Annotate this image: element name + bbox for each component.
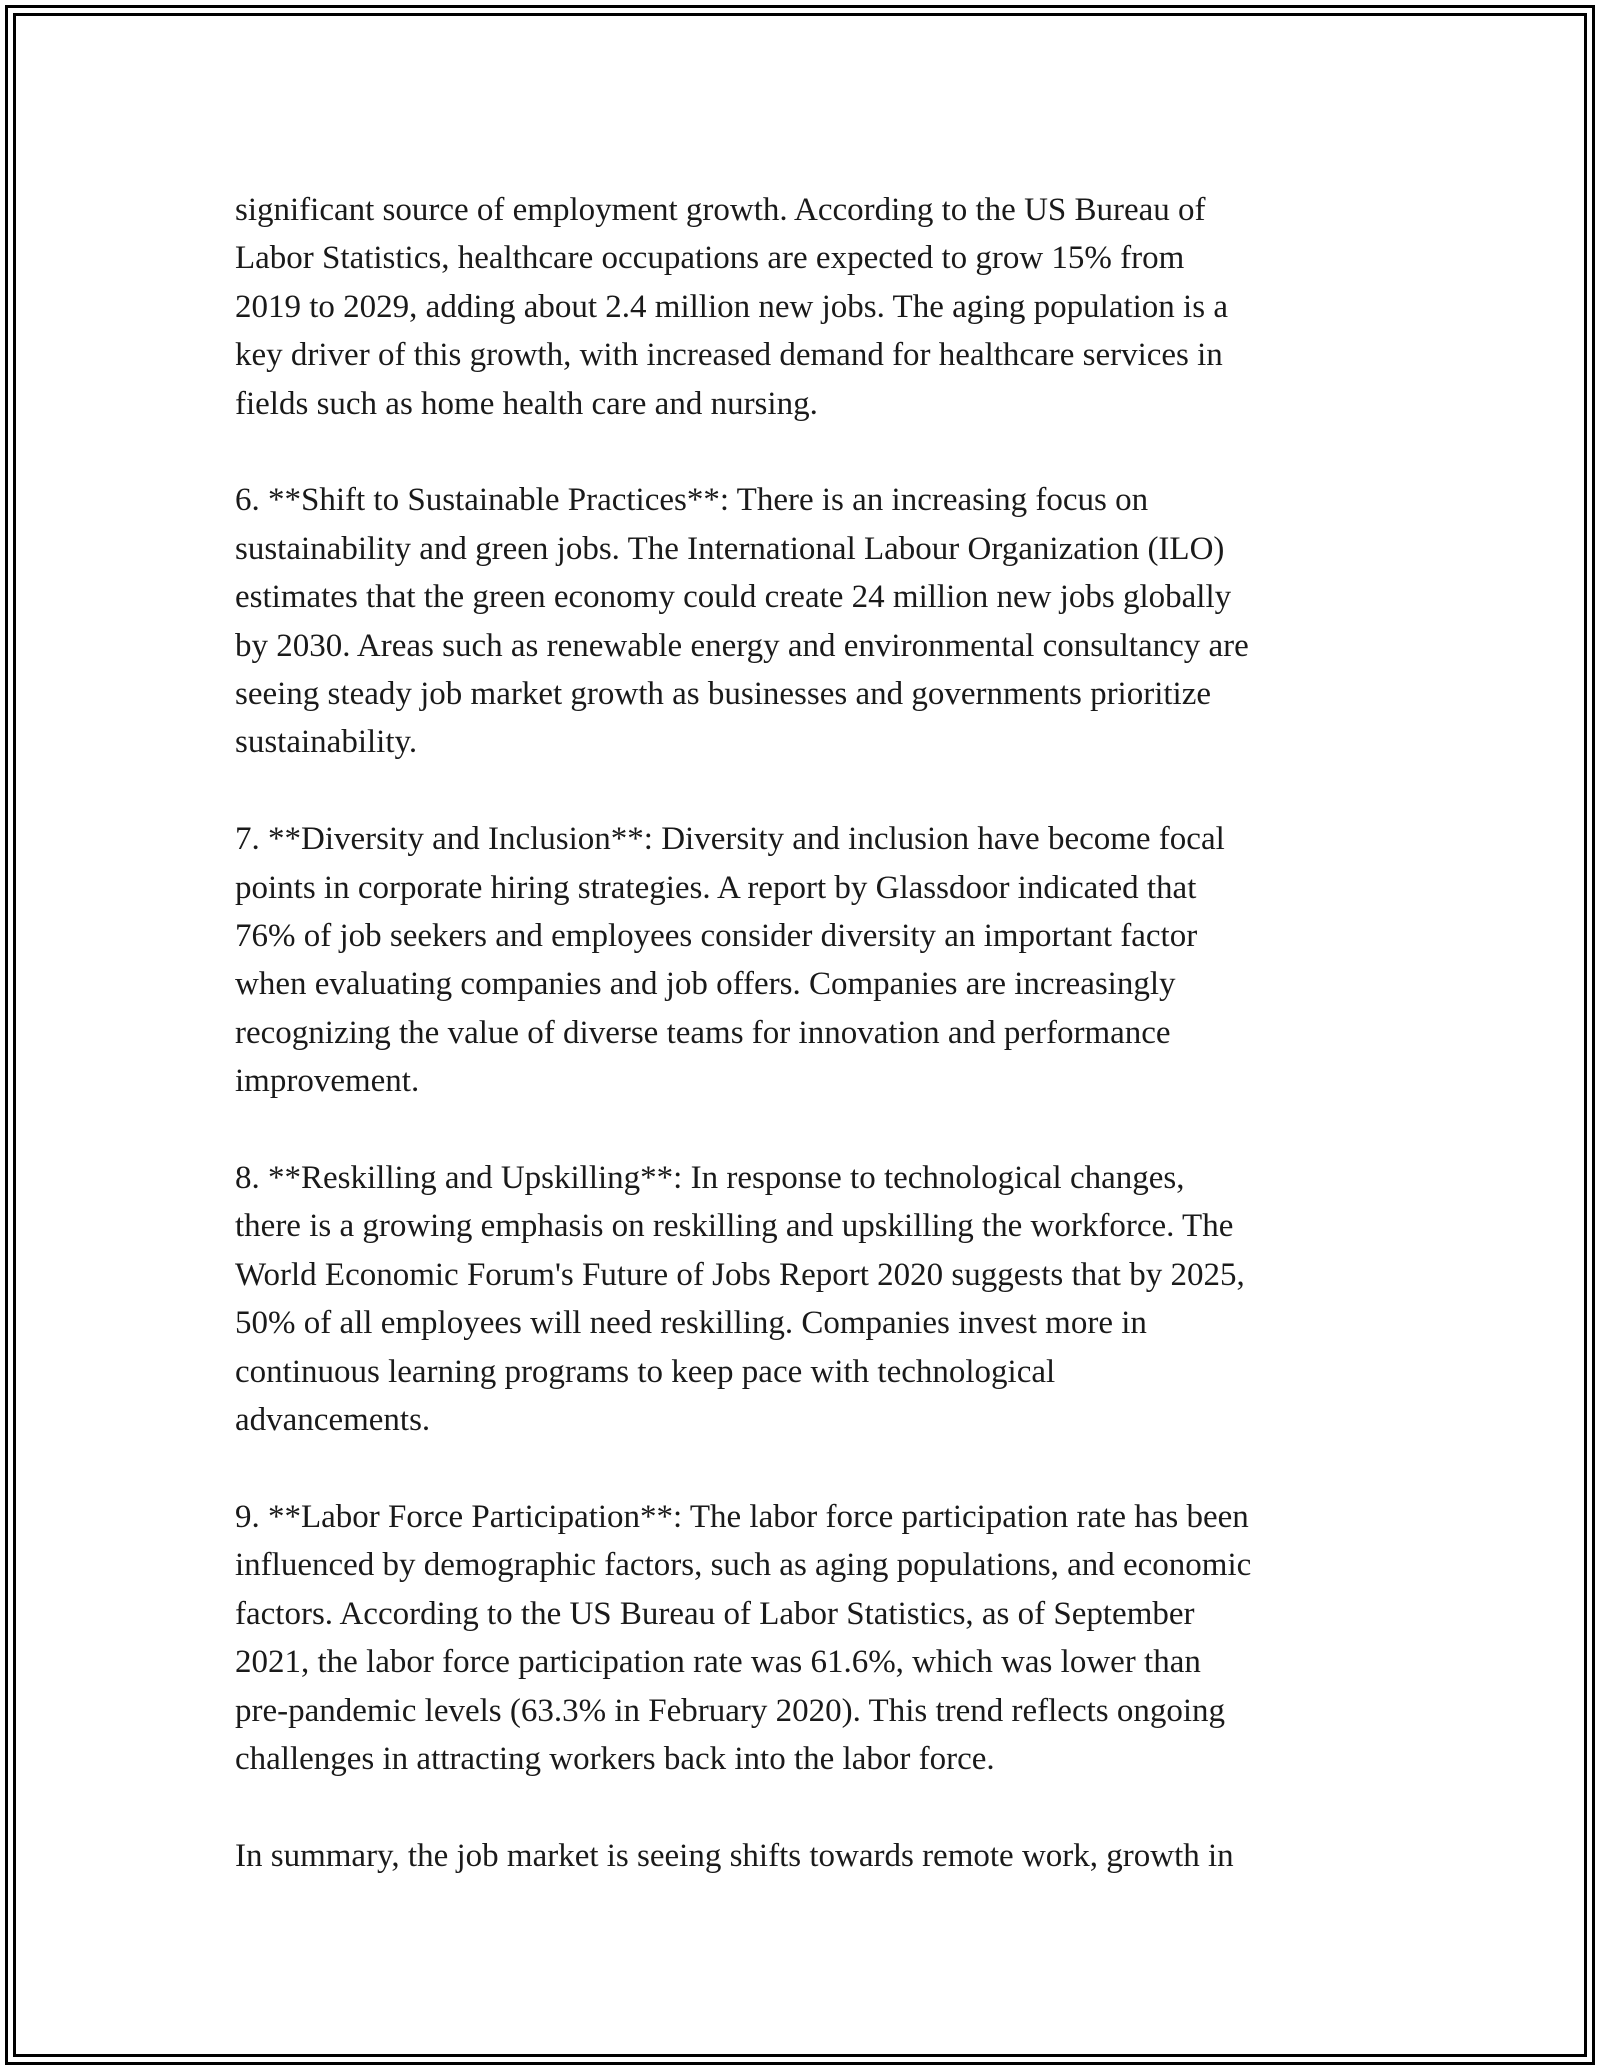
paragraph-summary: In summary, the job market is seeing shifts towards remote work, growth in xyxy=(235,1837,1234,1874)
document-body xyxy=(235,186,1380,1880)
paragraph-item-6: 6. **Shift to Sustainable Practices**: There is an increasing focus on sustainability and green jobs. The International Labour Organization (ILO) estimates that the green economy could create 24 million new jobs globally by 2030. Areas such as renewable energy and environmental consultancy are seeing steady job market growth as businesses and governments prioritize sustainability. xyxy=(235,482,1249,761)
paragraph-item-7: 7. **Diversity and Inclusion**: Diversity and inclusion have become focal points in corporate hiring strategies. A report by Glassdoor indicated that 76% of job seekers and employees consider diversity an important factor when evaluating companies and job offers. Companies are increasingly recognizing the value of diverse teams for innovation and performance improvement. xyxy=(235,821,1225,1100)
paragraph-item-8: 8. **Reskilling and Upskilling**: In response to technological changes, there is a growing emphasis on reskilling and upskilling the workforce. The World Economic Forum's Future of Jobs Report 2020 suggests that by 2025, 50% of all employees will need reskilling. Companies invest more in continuous learning programs to keep pace with technological advancements. xyxy=(235,1160,1245,1439)
paragraph-intro-continuation: significant source of employment growth. According to the US Bureau of Labor Statistics, healthcare occupations are expected to grow 15% from 2019 to 2029, adding about 2.4 million new jobs. The aging population is a key driver of this growth, with increased demand for healthcare services in fields such as home health care and nursing. xyxy=(235,192,1228,422)
paragraph-item-9: 9. **Labor Force Participation**: The labor force participation rate has been influenced by demographic factors, such as aging populations, and economic factors. According to the US Bureau of Labor Statistics, as of September 2021, the labor force participation rate was 61.6%, which was lower than pre-pandemic levels (63.3% in February 2020). This trend reflects ongoing challenges in attracting workers back into the labor force. xyxy=(235,1498,1252,1777)
